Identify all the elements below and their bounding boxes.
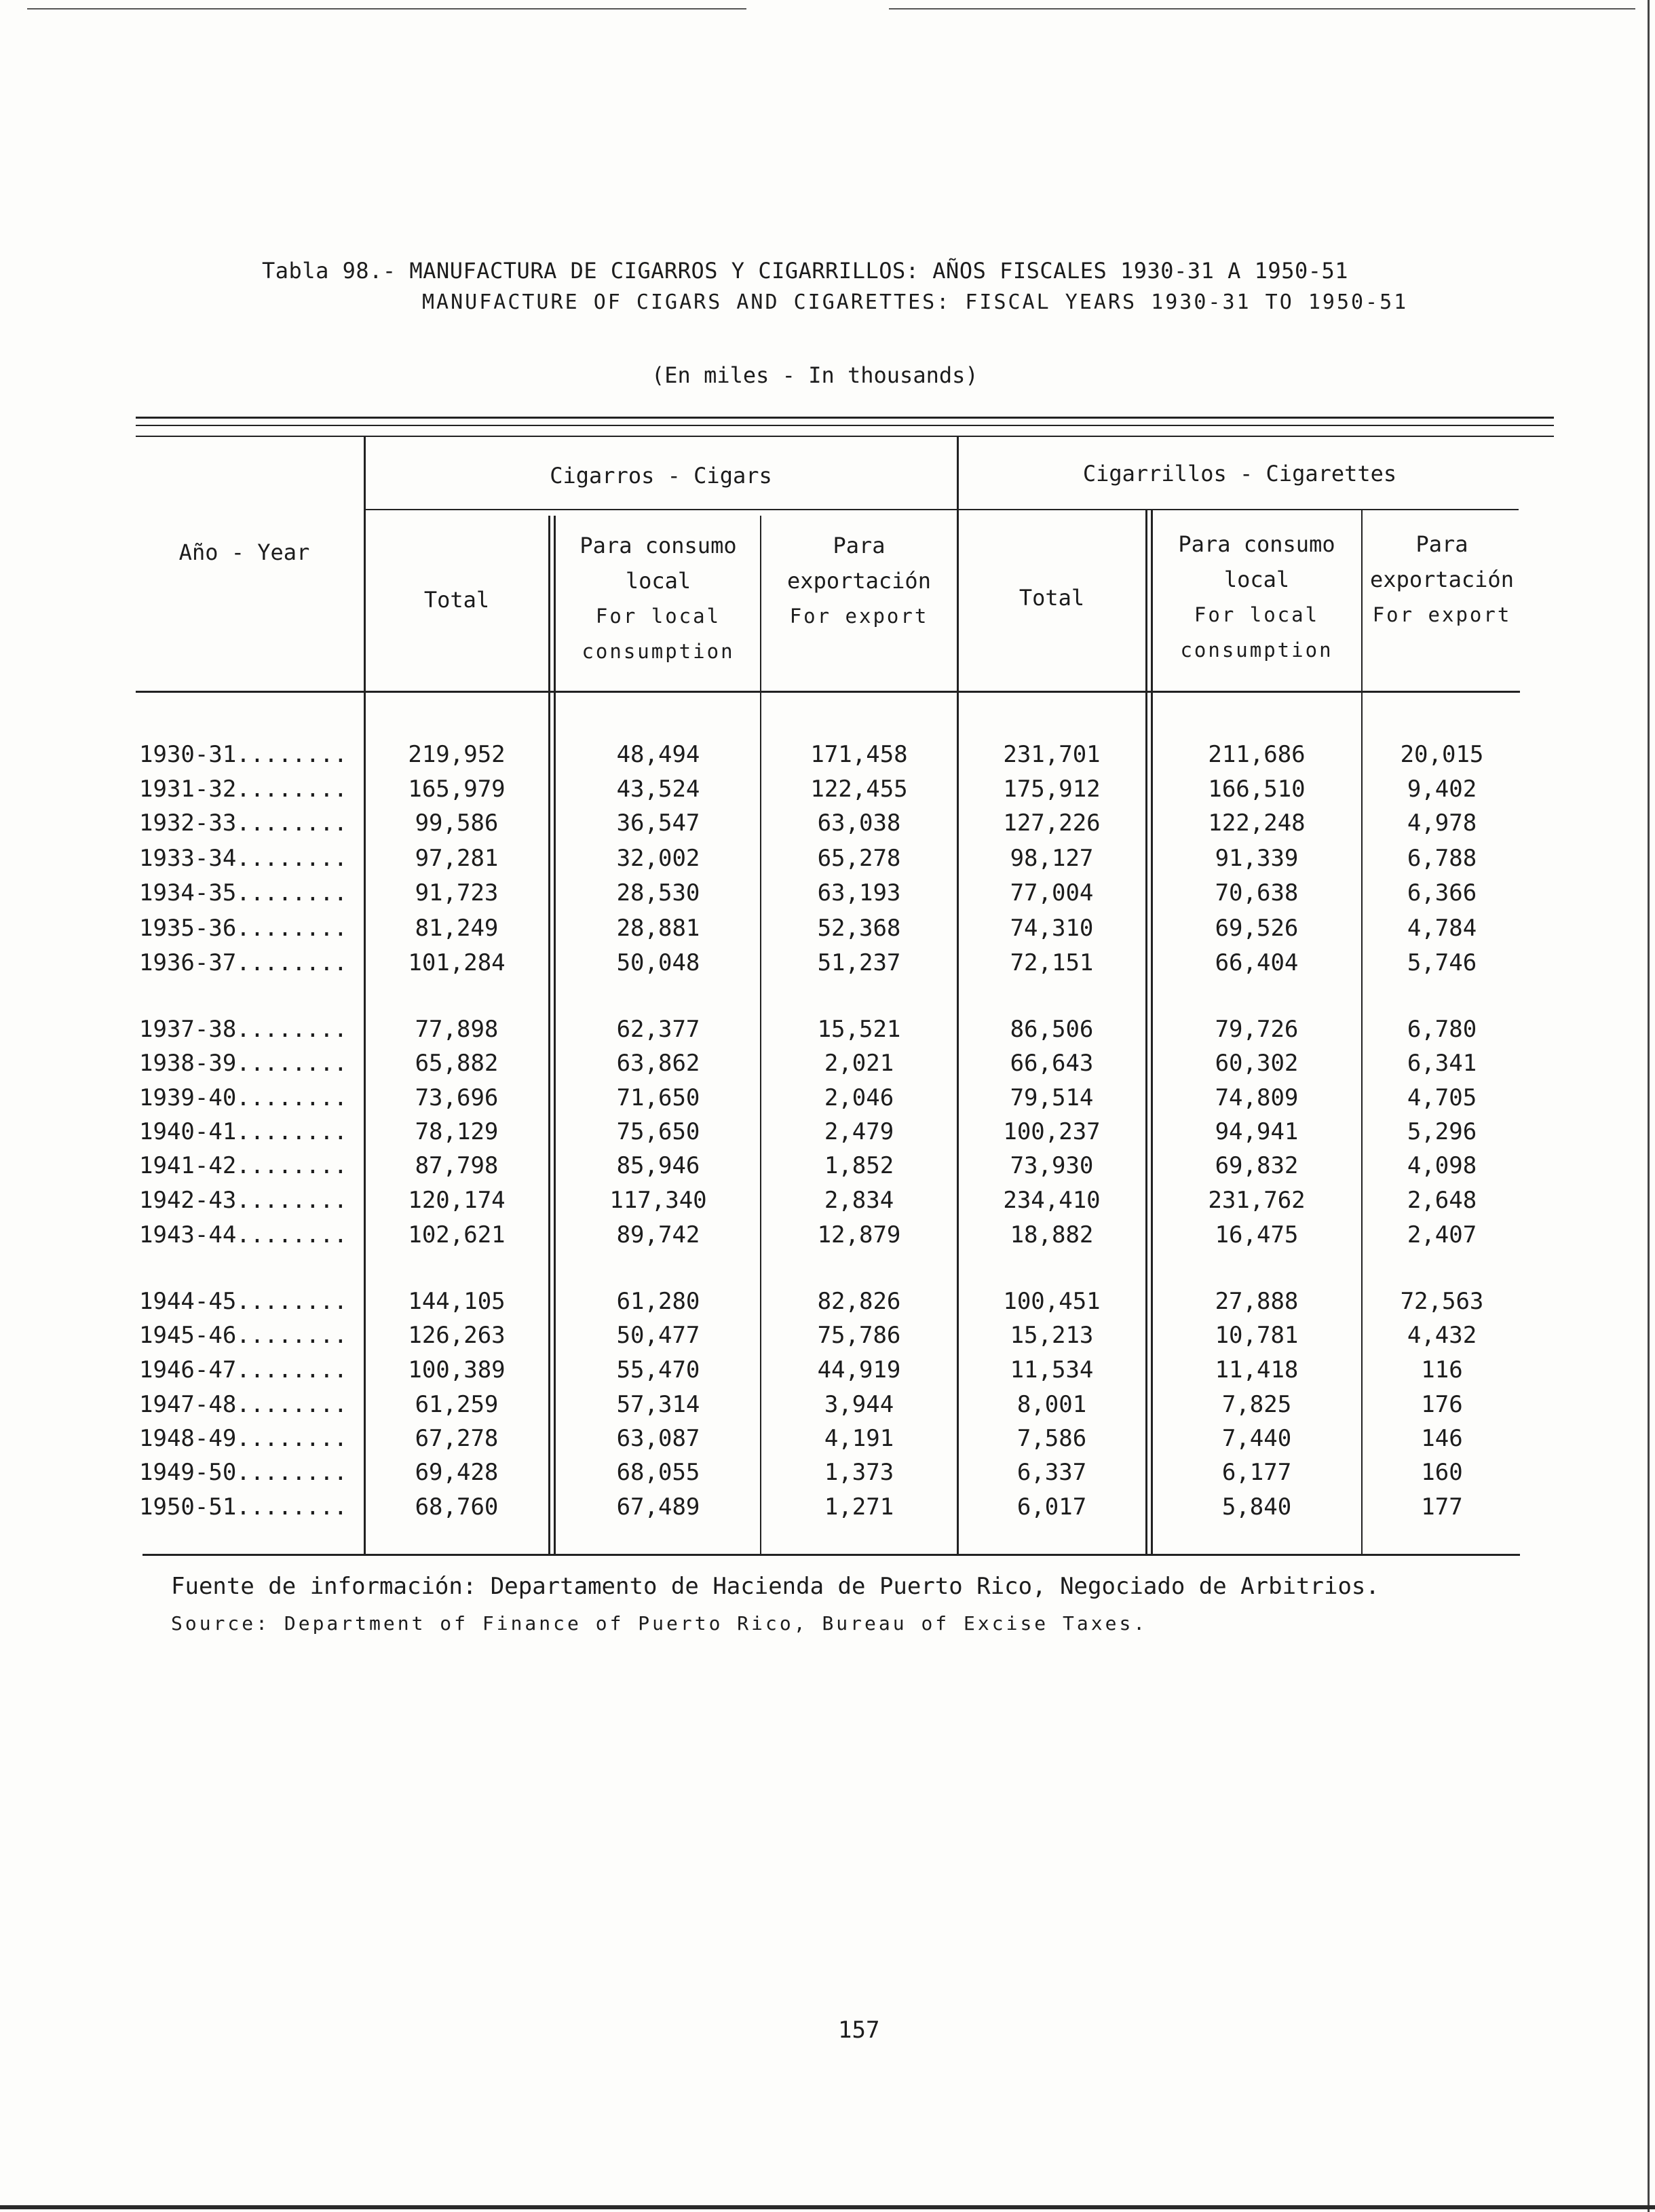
table-row	[0, 1012, 1655, 1046]
cell-ctt-export: 6,341	[1407, 1050, 1477, 1077]
cell-ctt-total: 77,004	[1010, 879, 1094, 907]
cell-cig-export: 122,455	[810, 776, 908, 803]
top-border-right	[889, 8, 1635, 9]
page-number: 157	[838, 2017, 880, 2044]
cell-cig-export: 51,237	[817, 949, 901, 976]
row-year: 1939-40........	[139, 1084, 348, 1111]
cell-ctt-export: 160	[1421, 1459, 1463, 1486]
cell-cig-export: 12,879	[817, 1221, 901, 1248]
cell-cig-local: 50,477	[616, 1322, 700, 1349]
cell-cig-export: 1,271	[824, 1493, 894, 1521]
cell-cig-total: 61,259	[415, 1391, 499, 1418]
row-year: 1946-47........	[139, 1356, 348, 1384]
cell-cig-local: 28,530	[616, 879, 700, 907]
header-cig-local-es: Para consumo local	[579, 533, 737, 594]
table-row	[0, 1318, 1655, 1352]
table-row	[0, 1353, 1655, 1387]
cell-cig-export: 63,038	[817, 809, 901, 837]
table-row	[0, 1218, 1655, 1252]
row-year: 1949-50........	[139, 1459, 348, 1486]
cell-ctt-export: 4,705	[1407, 1084, 1477, 1111]
cell-ctt-export: 176	[1421, 1391, 1463, 1418]
cell-ctt-local: 66,404	[1215, 949, 1299, 976]
cell-ctt-local: 231,762	[1208, 1187, 1306, 1214]
cell-ctt-total: 79,514	[1010, 1084, 1094, 1111]
top-border-left	[27, 8, 746, 9]
row-year: 1943-44........	[139, 1221, 348, 1248]
cell-ctt-export: 6,788	[1407, 845, 1477, 872]
table-row	[0, 806, 1655, 840]
cell-ctt-local: 69,526	[1215, 915, 1299, 942]
cell-cig-total: 78,129	[415, 1118, 499, 1145]
header-ctt-export-en: For export	[1372, 603, 1512, 626]
cell-ctt-export: 20,015	[1400, 741, 1484, 768]
cell-ctt-export: 177	[1421, 1493, 1463, 1521]
cell-ctt-local: 11,418	[1215, 1356, 1299, 1384]
cell-cig-export: 171,458	[810, 741, 908, 768]
cell-ctt-local: 69,832	[1215, 1152, 1299, 1179]
cell-cig-local: 43,524	[616, 776, 700, 803]
cell-ctt-local: 10,781	[1215, 1322, 1299, 1349]
table-row	[0, 1081, 1655, 1115]
table-row	[0, 1149, 1655, 1183]
cell-cig-total: 99,586	[415, 809, 499, 837]
cell-ctt-export: 116	[1421, 1356, 1463, 1384]
cell-cig-total: 67,278	[415, 1425, 499, 1452]
table-bottom-rule	[142, 1554, 1520, 1556]
row-year: 1950-51........	[139, 1493, 348, 1521]
cell-cig-local: 36,547	[616, 809, 700, 837]
cell-ctt-export: 4,978	[1407, 809, 1477, 837]
cell-cig-local: 28,881	[616, 915, 700, 942]
row-year: 1948-49........	[139, 1425, 348, 1452]
cell-ctt-local: 16,475	[1215, 1221, 1299, 1248]
cell-cig-local: 67,489	[616, 1493, 700, 1521]
cell-cig-local: 63,862	[616, 1050, 700, 1077]
row-year: 1936-37........	[139, 949, 348, 976]
cell-cig-local: 61,280	[616, 1288, 700, 1315]
table-row	[0, 911, 1655, 945]
cell-ctt-local: 122,248	[1208, 809, 1306, 837]
cell-ctt-export: 5,296	[1407, 1118, 1477, 1145]
group-header-rule	[365, 509, 1519, 510]
cell-ctt-total: 86,506	[1010, 1016, 1094, 1043]
cell-cig-local: 71,650	[616, 1084, 700, 1111]
cell-ctt-export: 9,402	[1407, 776, 1477, 803]
cell-ctt-total: 6,017	[1016, 1493, 1087, 1521]
units-note: (En miles - In thousands)	[651, 362, 978, 388]
row-year: 1944-45........	[139, 1288, 348, 1315]
cell-ctt-local: 74,809	[1215, 1084, 1299, 1111]
cell-ctt-total: 7,586	[1016, 1425, 1087, 1452]
table-title: Tabla 98.- MANUFACTURA DE CIGARROS Y CIGARRILLOS: AÑOS FISCALES 1930-31 A 1950-51	[262, 258, 1349, 284]
row-year: 1940-41........	[139, 1118, 348, 1145]
row-year: 1942-43........	[139, 1187, 348, 1214]
cell-cig-export: 2,021	[824, 1050, 894, 1077]
cell-ctt-total: 74,310	[1010, 915, 1094, 942]
cell-ctt-local: 166,510	[1208, 776, 1306, 803]
table-row	[0, 1284, 1655, 1318]
cell-ctt-local: 7,825	[1221, 1391, 1292, 1418]
cell-ctt-total: 100,451	[1003, 1288, 1101, 1315]
cell-ctt-total: 127,226	[1003, 809, 1101, 837]
header-ctt-total: Total	[1019, 585, 1085, 611]
table-top-rule-3	[136, 436, 1554, 437]
cell-ctt-export: 146	[1421, 1425, 1463, 1452]
cell-cig-total: 120,174	[408, 1187, 506, 1214]
cell-cig-total: 81,249	[415, 915, 499, 942]
header-ctt-export-es: Para exportación	[1370, 531, 1514, 592]
row-year: 1937-38........	[139, 1016, 348, 1043]
cell-ctt-local: 94,941	[1215, 1118, 1299, 1145]
table-row	[0, 1490, 1655, 1524]
cell-ctt-local: 7,440	[1221, 1425, 1292, 1452]
cell-ctt-total: 8,001	[1016, 1391, 1087, 1418]
cell-cig-export: 3,944	[824, 1391, 894, 1418]
table-row	[0, 1455, 1655, 1489]
cell-ctt-total: 100,237	[1003, 1118, 1101, 1145]
header-cig-total: Total	[423, 587, 490, 613]
cell-ctt-export: 2,648	[1407, 1187, 1477, 1214]
header-cig-export	[763, 528, 955, 634]
cell-ctt-export: 2,407	[1407, 1221, 1477, 1248]
table-row	[0, 1388, 1655, 1422]
cell-cig-local: 117,340	[609, 1187, 707, 1214]
row-year: 1930-31........	[139, 741, 348, 768]
table-row	[0, 1046, 1655, 1080]
cell-cig-total: 73,696	[415, 1084, 499, 1111]
source-spanish: Fuente de información: Departamento de Hacienda de Puerto Rico, Negociado de Arbitrios.	[171, 1573, 1380, 1600]
cell-cig-export: 52,368	[817, 915, 901, 942]
cell-cig-local: 89,742	[616, 1221, 700, 1248]
row-year: 1935-36........	[139, 915, 348, 942]
cell-cig-export: 2,046	[824, 1084, 894, 1111]
cell-cig-total: 65,882	[415, 1050, 499, 1077]
cell-cig-local: 55,470	[616, 1356, 700, 1384]
cell-ctt-total: 73,930	[1010, 1152, 1094, 1179]
cell-cig-local: 85,946	[616, 1152, 700, 1179]
cell-cig-export: 82,826	[817, 1288, 901, 1315]
cell-cig-export: 63,193	[817, 879, 901, 907]
cell-cig-total: 126,263	[408, 1322, 506, 1349]
cell-ctt-local: 211,686	[1208, 741, 1306, 768]
cell-cig-export: 2,479	[824, 1118, 894, 1145]
cell-ctt-local: 70,638	[1215, 879, 1299, 907]
cell-ctt-total: 15,213	[1010, 1322, 1094, 1349]
cell-ctt-total: 66,643	[1010, 1050, 1094, 1077]
cell-cig-export: 1,373	[824, 1459, 894, 1486]
cell-cig-local: 48,494	[616, 741, 700, 768]
cell-cig-total: 91,723	[415, 879, 499, 907]
cell-ctt-total: 6,337	[1016, 1459, 1087, 1486]
row-year: 1932-33........	[139, 809, 348, 837]
cell-cig-export: 44,919	[817, 1356, 901, 1384]
table-row	[0, 738, 1655, 771]
header-ctt-local-es: Para consumo local	[1178, 531, 1335, 592]
cell-cig-export: 65,278	[817, 845, 901, 872]
cell-cig-export: 75,786	[817, 1322, 901, 1349]
cell-cig-local: 63,087	[616, 1425, 700, 1452]
cell-cig-export: 2,834	[824, 1187, 894, 1214]
header-cigarettes: Cigarrillos - Cigarettes	[1082, 461, 1397, 487]
header-cig-local	[558, 528, 759, 669]
source-english: Source: Department of Finance of Puerto Rico, Bureau of Excise Taxes.	[171, 1612, 1148, 1635]
row-year: 1934-35........	[139, 879, 348, 907]
cell-ctt-local: 91,339	[1215, 845, 1299, 872]
page-bottom-edge	[0, 2205, 1655, 2209]
cell-cig-total: 69,428	[415, 1459, 499, 1486]
cell-cig-total: 144,105	[408, 1288, 506, 1315]
table-row	[0, 1422, 1655, 1455]
header-ctt-local-en: For local consumption	[1180, 603, 1333, 662]
header-bottom-rule	[136, 691, 1520, 693]
cell-ctt-export: 4,784	[1407, 915, 1477, 942]
row-year: 1941-42........	[139, 1152, 348, 1179]
cell-ctt-total: 72,151	[1010, 949, 1094, 976]
cell-ctt-total: 234,410	[1003, 1187, 1101, 1214]
cell-ctt-export: 5,746	[1407, 949, 1477, 976]
table-top-rule	[136, 417, 1554, 419]
table-row	[0, 946, 1655, 980]
cell-cig-total: 165,979	[408, 776, 506, 803]
table-row	[0, 876, 1655, 910]
table-row	[0, 772, 1655, 806]
table-row	[0, 841, 1655, 875]
cell-cig-total: 77,898	[415, 1016, 499, 1043]
header-year: Año - Year	[178, 539, 310, 565]
row-year: 1931-32........	[139, 776, 348, 803]
cell-cig-total: 219,952	[408, 741, 506, 768]
cell-cig-export: 1,852	[824, 1152, 894, 1179]
row-year: 1947-48........	[139, 1391, 348, 1418]
row-year: 1945-46........	[139, 1322, 348, 1349]
cell-ctt-export: 4,432	[1407, 1322, 1477, 1349]
cell-cig-total: 68,760	[415, 1493, 499, 1521]
cell-ctt-export: 6,780	[1407, 1016, 1477, 1043]
cell-cig-total: 97,281	[415, 845, 499, 872]
cell-ctt-export: 6,366	[1407, 879, 1477, 907]
cell-cig-local: 32,002	[616, 845, 700, 872]
cell-cig-total: 100,389	[408, 1356, 506, 1384]
header-cig-export-en: For export	[789, 605, 929, 628]
table-row	[0, 1183, 1655, 1217]
cell-ctt-export: 72,563	[1400, 1288, 1484, 1315]
header-cig-local-en: For local consumption	[582, 605, 735, 663]
cell-cig-total: 102,621	[408, 1221, 506, 1248]
cell-ctt-local: 60,302	[1215, 1050, 1299, 1077]
cell-cig-export: 15,521	[817, 1016, 901, 1043]
cell-cig-local: 50,048	[616, 949, 700, 976]
table-top-rule-2	[136, 425, 1554, 426]
cell-ctt-local: 6,177	[1221, 1459, 1292, 1486]
table-subtitle: MANUFACTURE OF CIGARS AND CIGARETTES: FISCAL YEARS 1930-31 TO 1950-51	[422, 290, 1409, 314]
cell-cig-export: 4,191	[824, 1425, 894, 1452]
table-row	[0, 1115, 1655, 1149]
cell-cig-local: 62,377	[616, 1016, 700, 1043]
cell-cig-local: 57,314	[616, 1391, 700, 1418]
cell-ctt-total: 18,882	[1010, 1221, 1094, 1248]
row-year: 1938-39........	[139, 1050, 348, 1077]
cell-ctt-local: 79,726	[1215, 1016, 1299, 1043]
cell-cig-total: 101,284	[408, 949, 506, 976]
header-cigars: Cigarros - Cigars	[550, 463, 772, 489]
cell-ctt-export: 4,098	[1407, 1152, 1477, 1179]
header-cig-export-es: Para exportación	[787, 533, 931, 594]
header-ctt-local	[1154, 527, 1360, 668]
cell-ctt-local: 27,888	[1215, 1288, 1299, 1315]
header-ctt-export	[1364, 527, 1520, 632]
cell-ctt-total: 11,534	[1010, 1356, 1094, 1384]
cell-ctt-total: 98,127	[1010, 845, 1094, 872]
cell-ctt-total: 231,701	[1003, 741, 1101, 768]
cell-ctt-local: 5,840	[1221, 1493, 1292, 1521]
cell-cig-local: 68,055	[616, 1459, 700, 1486]
cell-cig-total: 87,798	[415, 1152, 499, 1179]
cell-cig-local: 75,650	[616, 1118, 700, 1145]
row-year: 1933-34........	[139, 845, 348, 872]
cell-ctt-total: 175,912	[1003, 776, 1101, 803]
